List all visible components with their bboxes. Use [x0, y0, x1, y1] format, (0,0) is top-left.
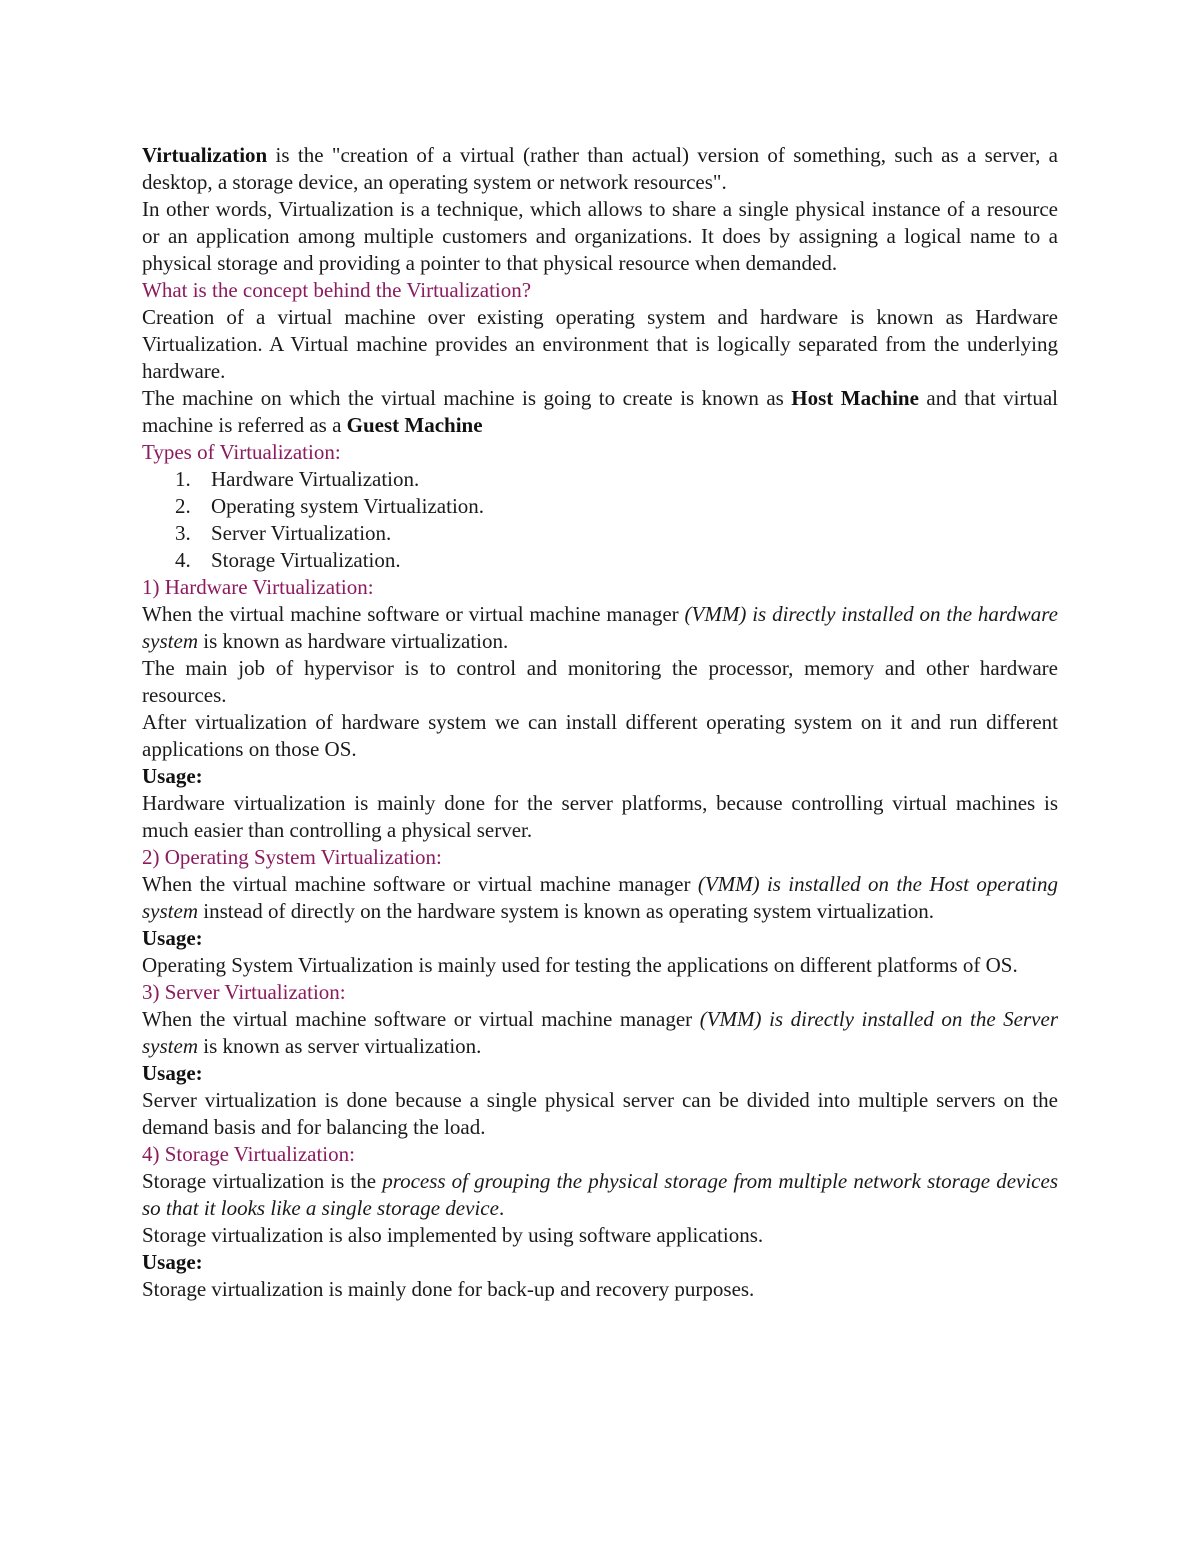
- os-usage-text: Operating System Virtualization is mainly used for testing the applications on different platforms of OS.: [142, 953, 1018, 977]
- storage-usage-label: Usage:: [142, 1250, 203, 1274]
- list-item: 3. Server Virtualization.: [175, 521, 392, 545]
- types-list: [142, 466, 1058, 574]
- server-usage-text: Server virtualization is done because a single physical server can be divided into multiple servers on the demand basis and for balancing the load.: [142, 1088, 1058, 1139]
- hardware-paragraph-2: The main job of hypervisor is to control and monitoring the processor, memory and other hardware resources.: [142, 656, 1058, 707]
- os-paragraph-1: When the virtual machine software or virtual machine manager (VMM) is installed on the Host operating system instead of directly on the hardware system is known as operating system virtualization.: [142, 872, 1058, 923]
- intro-other-words: In other words, Virtualization is a technique, which allows to share a single physical instance of a resource or an application among multiple customers and organizations. It does by assigning a logical name to a physical storage and providing a pointer to that physical resource when demanded.: [142, 197, 1058, 275]
- hardware-paragraph-3: After virtualization of hardware system we can install different operating system on it and run different applications on those OS.: [142, 710, 1058, 761]
- list-item: 2. Operating system Virtualization.: [175, 494, 485, 518]
- hardware-heading: 1) Hardware Virtualization:: [142, 575, 374, 599]
- hardware-usage-label: Usage:: [142, 764, 203, 788]
- server-heading: 3) Server Virtualization:: [142, 980, 346, 1004]
- concept-paragraph-1: Creation of a virtual machine over existing operating system and hardware is known as Hardware Virtualization. A Virtual machine provides an environment that is logically separated from the underlying hardware.: [142, 305, 1058, 383]
- list-item: 1. Hardware Virtualization.: [175, 467, 420, 491]
- host-machine-term: Host Machine: [791, 386, 919, 410]
- document-page: [142, 142, 1058, 1303]
- types-heading: Types of Virtualization:: [142, 440, 341, 464]
- storage-usage-text: Storage virtualization is mainly done for back-up and recovery purposes.: [142, 1277, 755, 1301]
- virtualization-term: Virtualization: [142, 143, 268, 167]
- intro-definition: Virtualization is the "creation of a virtual (rather than actual) version of something, such as a server, a desktop, a storage device, an operating system or network resources".: [142, 143, 1058, 194]
- os-usage-label: Usage:: [142, 926, 203, 950]
- concept-paragraph-2: The machine on which the virtual machine is going to create is known as Host Machine and that virtual machine is referred as a Guest Machine: [142, 386, 1058, 437]
- concept-heading: What is the concept behind the Virtualization?: [142, 278, 532, 302]
- list-item: 4. Storage Virtualization.: [175, 548, 401, 572]
- storage-paragraph-1: Storage virtualization is the process of grouping the physical storage from multiple network storage devices so that it looks like a single storage device.: [142, 1169, 1058, 1220]
- server-usage-label: Usage:: [142, 1061, 203, 1085]
- guest-machine-term: Guest Machine: [346, 413, 483, 437]
- server-paragraph-1: When the virtual machine software or virtual machine manager (VMM) is directly installed on the Server system is known as server virtualization.: [142, 1007, 1058, 1058]
- storage-paragraph-2: Storage virtualization is also implemented by using software applications.: [142, 1223, 764, 1247]
- hardware-usage-text: Hardware virtualization is mainly done for the server platforms, because controlling virtual machines is much easier than controlling a physical server.: [142, 791, 1058, 842]
- os-heading: 2) Operating System Virtualization:: [142, 845, 442, 869]
- hardware-paragraph-1: When the virtual machine software or virtual machine manager (VMM) is directly installed on the hardware system is known as hardware virtualization.: [142, 602, 1058, 653]
- storage-heading: 4) Storage Virtualization:: [142, 1142, 355, 1166]
